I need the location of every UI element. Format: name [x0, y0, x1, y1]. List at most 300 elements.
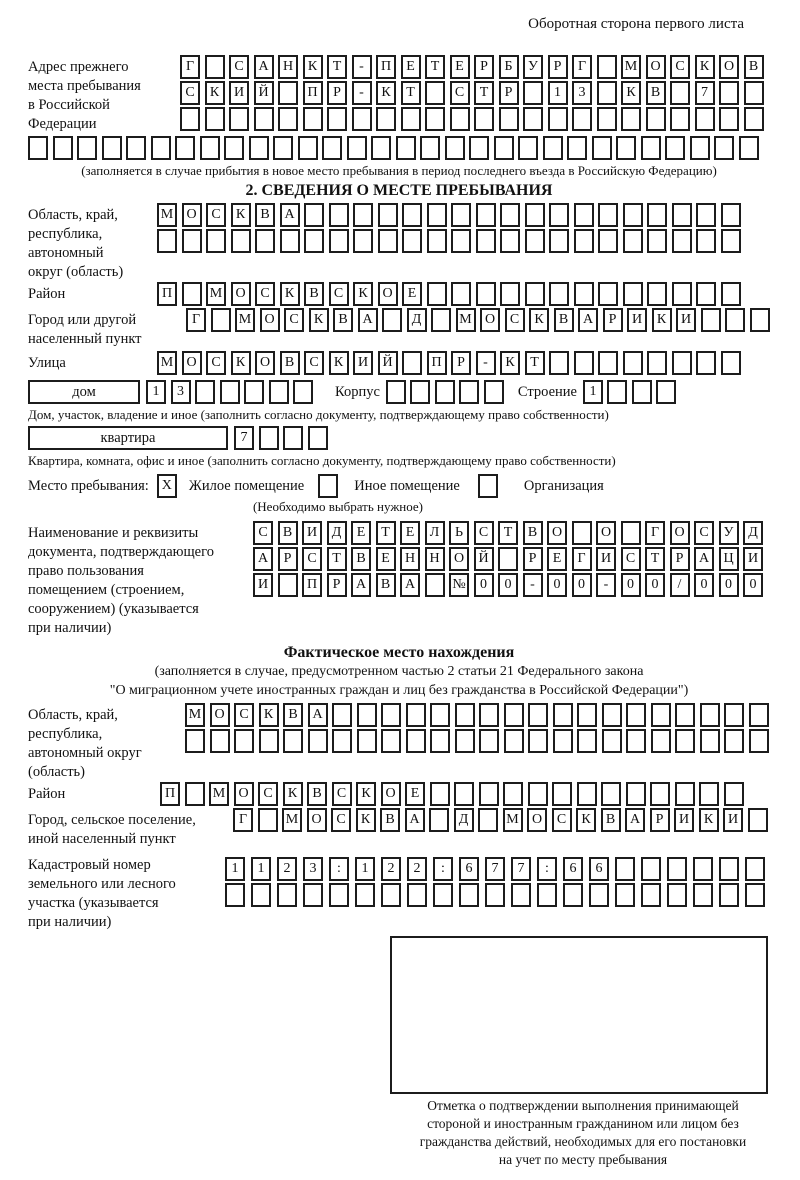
- char-box[interactable]: И: [676, 308, 696, 332]
- char-box[interactable]: [53, 136, 73, 160]
- char-box[interactable]: [430, 729, 450, 753]
- char-box[interactable]: К: [280, 282, 300, 306]
- char-box[interactable]: К: [283, 782, 303, 806]
- char-box[interactable]: [484, 380, 504, 404]
- char-box[interactable]: Р: [548, 55, 568, 79]
- char-box[interactable]: 6: [589, 857, 609, 881]
- char-box[interactable]: [552, 782, 572, 806]
- char-box[interactable]: Р: [499, 81, 519, 105]
- char-box[interactable]: О: [378, 282, 398, 306]
- char-box[interactable]: [739, 136, 759, 160]
- char-box[interactable]: 7: [485, 857, 505, 881]
- char-box[interactable]: [601, 782, 621, 806]
- char-box[interactable]: А: [694, 547, 714, 571]
- char-box[interactable]: [451, 282, 471, 306]
- char-box[interactable]: О: [210, 703, 230, 727]
- char-box[interactable]: [308, 426, 328, 450]
- char-box[interactable]: [651, 729, 671, 753]
- char-box[interactable]: [615, 883, 635, 907]
- char-box[interactable]: С: [304, 351, 324, 375]
- char-box[interactable]: Н: [278, 55, 298, 79]
- char-box[interactable]: О: [260, 308, 280, 332]
- char-box[interactable]: [278, 107, 298, 131]
- char-box[interactable]: С: [255, 282, 275, 306]
- char-box[interactable]: М: [209, 782, 229, 806]
- char-box[interactable]: [378, 203, 398, 227]
- char-box[interactable]: [672, 203, 692, 227]
- char-box[interactable]: [353, 203, 373, 227]
- char-box[interactable]: У: [719, 521, 739, 545]
- char-box[interactable]: :: [329, 857, 349, 881]
- char-box[interactable]: [459, 380, 479, 404]
- char-box[interactable]: [641, 136, 661, 160]
- char-box[interactable]: [425, 107, 445, 131]
- char-box[interactable]: С: [253, 521, 273, 545]
- char-box[interactable]: 6: [459, 857, 479, 881]
- char-box[interactable]: [303, 883, 323, 907]
- char-box[interactable]: Р: [474, 55, 494, 79]
- char-box[interactable]: [504, 703, 524, 727]
- char-box[interactable]: С: [670, 55, 690, 79]
- char-box[interactable]: А: [400, 573, 420, 597]
- char-box[interactable]: [623, 203, 643, 227]
- char-box[interactable]: П: [427, 351, 447, 375]
- char-box[interactable]: М: [235, 308, 255, 332]
- char-box[interactable]: О: [182, 351, 202, 375]
- char-box[interactable]: [273, 136, 293, 160]
- char-box[interactable]: [474, 107, 494, 131]
- char-box[interactable]: [675, 729, 695, 753]
- char-box[interactable]: М: [157, 203, 177, 227]
- char-box[interactable]: Й: [378, 351, 398, 375]
- char-box[interactable]: 2: [277, 857, 297, 881]
- char-box[interactable]: В: [283, 703, 303, 727]
- char-box[interactable]: [574, 229, 594, 253]
- char-box[interactable]: [329, 203, 349, 227]
- char-box[interactable]: [327, 107, 347, 131]
- char-box[interactable]: К: [652, 308, 672, 332]
- char-box[interactable]: [455, 703, 475, 727]
- char-box[interactable]: С: [206, 351, 226, 375]
- char-box[interactable]: Т: [327, 55, 347, 79]
- char-box[interactable]: [283, 426, 303, 450]
- char-box[interactable]: Н: [400, 547, 420, 571]
- char-box[interactable]: [425, 573, 445, 597]
- char-box[interactable]: [206, 229, 226, 253]
- char-box[interactable]: [352, 107, 372, 131]
- char-box[interactable]: [632, 380, 652, 404]
- char-box[interactable]: Д: [454, 808, 474, 832]
- char-box[interactable]: И: [596, 547, 616, 571]
- char-box[interactable]: [700, 703, 720, 727]
- char-box[interactable]: Л: [425, 521, 445, 545]
- char-box[interactable]: Ь: [449, 521, 469, 545]
- char-box[interactable]: [386, 380, 406, 404]
- char-box[interactable]: [721, 229, 741, 253]
- char-box[interactable]: [353, 229, 373, 253]
- char-box[interactable]: [249, 136, 269, 160]
- char-box[interactable]: 7: [695, 81, 715, 105]
- char-box[interactable]: М: [456, 308, 476, 332]
- char-box[interactable]: [251, 883, 271, 907]
- char-box[interactable]: И: [229, 81, 249, 105]
- char-box[interactable]: [459, 883, 479, 907]
- char-box[interactable]: К: [699, 808, 719, 832]
- char-box[interactable]: Т: [645, 547, 665, 571]
- char-box[interactable]: В: [351, 547, 371, 571]
- char-box[interactable]: О: [381, 782, 401, 806]
- char-box[interactable]: П: [376, 55, 396, 79]
- char-box[interactable]: [357, 729, 377, 753]
- char-box[interactable]: О: [596, 521, 616, 545]
- char-box[interactable]: А: [253, 547, 273, 571]
- char-box[interactable]: [647, 229, 667, 253]
- char-box[interactable]: В: [333, 308, 353, 332]
- char-box[interactable]: К: [500, 351, 520, 375]
- char-box[interactable]: [623, 229, 643, 253]
- char-box[interactable]: И: [674, 808, 694, 832]
- char-box[interactable]: [500, 203, 520, 227]
- char-box[interactable]: О: [480, 308, 500, 332]
- char-box[interactable]: [435, 380, 455, 404]
- char-box[interactable]: [528, 703, 548, 727]
- char-box[interactable]: С: [694, 521, 714, 545]
- char-box[interactable]: [675, 782, 695, 806]
- char-box[interactable]: Д: [327, 521, 347, 545]
- char-box[interactable]: С: [329, 282, 349, 306]
- char-box[interactable]: Г: [645, 521, 665, 545]
- char-box[interactable]: [401, 107, 421, 131]
- char-box[interactable]: Е: [400, 521, 420, 545]
- char-box[interactable]: [650, 782, 670, 806]
- char-box[interactable]: [278, 573, 298, 597]
- char-box[interactable]: К: [259, 703, 279, 727]
- char-box[interactable]: [651, 703, 671, 727]
- char-box[interactable]: К: [576, 808, 596, 832]
- char-box[interactable]: С: [302, 547, 322, 571]
- char-box[interactable]: [195, 380, 215, 404]
- char-box[interactable]: Р: [603, 308, 623, 332]
- stay-organization-checkbox[interactable]: [478, 474, 498, 498]
- char-box[interactable]: С: [229, 55, 249, 79]
- char-box[interactable]: К: [529, 308, 549, 332]
- char-box[interactable]: [670, 81, 690, 105]
- char-box[interactable]: [185, 782, 205, 806]
- char-box[interactable]: [647, 282, 667, 306]
- char-box[interactable]: [498, 547, 518, 571]
- char-box[interactable]: [592, 136, 612, 160]
- char-box[interactable]: [126, 136, 146, 160]
- char-box[interactable]: 1: [583, 380, 603, 404]
- char-box[interactable]: А: [578, 308, 598, 332]
- char-box[interactable]: [696, 203, 716, 227]
- char-box[interactable]: [667, 857, 687, 881]
- char-box[interactable]: М: [157, 351, 177, 375]
- char-box[interactable]: С: [505, 308, 525, 332]
- char-box[interactable]: П: [160, 782, 180, 806]
- char-box[interactable]: [503, 782, 523, 806]
- char-box[interactable]: 1: [146, 380, 166, 404]
- char-box[interactable]: 1: [225, 857, 245, 881]
- char-box[interactable]: [549, 203, 569, 227]
- char-box[interactable]: [433, 883, 453, 907]
- char-box[interactable]: Е: [450, 55, 470, 79]
- char-box[interactable]: [647, 203, 667, 227]
- char-box[interactable]: [303, 107, 323, 131]
- char-box[interactable]: И: [353, 351, 373, 375]
- char-box[interactable]: Т: [401, 81, 421, 105]
- stay-other-checkbox[interactable]: [318, 474, 338, 498]
- char-box[interactable]: [175, 136, 195, 160]
- char-box[interactable]: [598, 351, 618, 375]
- char-box[interactable]: [598, 282, 618, 306]
- char-box[interactable]: [745, 857, 765, 881]
- char-box[interactable]: [670, 107, 690, 131]
- char-box[interactable]: [719, 81, 739, 105]
- char-box[interactable]: [455, 729, 475, 753]
- char-box[interactable]: [525, 203, 545, 227]
- char-box[interactable]: К: [231, 203, 251, 227]
- char-box[interactable]: [598, 229, 618, 253]
- char-box[interactable]: М: [185, 703, 205, 727]
- char-box[interactable]: М: [282, 808, 302, 832]
- char-box[interactable]: [553, 703, 573, 727]
- char-box[interactable]: [407, 883, 427, 907]
- char-box[interactable]: [298, 136, 318, 160]
- char-box[interactable]: [572, 107, 592, 131]
- char-box[interactable]: [28, 136, 48, 160]
- char-box[interactable]: [543, 136, 563, 160]
- char-box[interactable]: С: [180, 81, 200, 105]
- char-box[interactable]: [304, 229, 324, 253]
- char-box[interactable]: Г: [572, 547, 592, 571]
- char-box[interactable]: [210, 729, 230, 753]
- char-box[interactable]: [665, 136, 685, 160]
- char-box[interactable]: Р: [670, 547, 690, 571]
- char-box[interactable]: 7: [511, 857, 531, 881]
- char-box[interactable]: Р: [327, 573, 347, 597]
- char-box[interactable]: [699, 782, 719, 806]
- char-box[interactable]: Г: [572, 55, 592, 79]
- char-box[interactable]: 0: [474, 573, 494, 597]
- char-box[interactable]: [427, 203, 447, 227]
- char-box[interactable]: 0: [743, 573, 763, 597]
- char-box[interactable]: -: [523, 573, 543, 597]
- char-box[interactable]: [381, 883, 401, 907]
- char-box[interactable]: К: [303, 55, 323, 79]
- char-box[interactable]: Й: [254, 81, 274, 105]
- char-box[interactable]: Г: [186, 308, 206, 332]
- char-box[interactable]: [589, 883, 609, 907]
- char-box[interactable]: [329, 883, 349, 907]
- char-box[interactable]: Р: [650, 808, 670, 832]
- char-box[interactable]: [511, 883, 531, 907]
- char-box[interactable]: [430, 703, 450, 727]
- char-box[interactable]: [280, 229, 300, 253]
- char-box[interactable]: 7: [234, 426, 254, 450]
- char-box[interactable]: [577, 703, 597, 727]
- char-box[interactable]: [641, 883, 661, 907]
- char-box[interactable]: [224, 136, 244, 160]
- char-box[interactable]: [347, 136, 367, 160]
- char-box[interactable]: [259, 729, 279, 753]
- char-box[interactable]: О: [182, 203, 202, 227]
- char-box[interactable]: [549, 282, 569, 306]
- char-box[interactable]: Е: [405, 782, 425, 806]
- char-box[interactable]: Т: [525, 351, 545, 375]
- char-box[interactable]: 3: [572, 81, 592, 105]
- char-box[interactable]: П: [303, 81, 323, 105]
- char-box[interactable]: [427, 229, 447, 253]
- char-box[interactable]: 0: [498, 573, 518, 597]
- char-box[interactable]: [381, 729, 401, 753]
- char-box[interactable]: [200, 136, 220, 160]
- char-box[interactable]: [724, 782, 744, 806]
- char-box[interactable]: Р: [278, 547, 298, 571]
- char-box[interactable]: Ц: [719, 547, 739, 571]
- char-box[interactable]: [537, 883, 557, 907]
- char-box[interactable]: [445, 136, 465, 160]
- char-box[interactable]: В: [601, 808, 621, 832]
- char-box[interactable]: 2: [381, 857, 401, 881]
- char-box[interactable]: [602, 703, 622, 727]
- char-box[interactable]: С: [332, 782, 352, 806]
- char-box[interactable]: [567, 136, 587, 160]
- char-box[interactable]: [626, 782, 646, 806]
- char-box[interactable]: [402, 351, 422, 375]
- char-box[interactable]: [574, 282, 594, 306]
- char-box[interactable]: [255, 229, 275, 253]
- char-box[interactable]: О: [719, 55, 739, 79]
- char-box[interactable]: [494, 136, 514, 160]
- char-box[interactable]: [229, 107, 249, 131]
- char-box[interactable]: /: [670, 573, 690, 597]
- char-box[interactable]: [597, 55, 617, 79]
- char-box[interactable]: [357, 703, 377, 727]
- char-box[interactable]: К: [356, 808, 376, 832]
- char-box[interactable]: [378, 229, 398, 253]
- char-box[interactable]: [749, 729, 769, 753]
- char-box[interactable]: И: [627, 308, 647, 332]
- char-box[interactable]: С: [552, 808, 572, 832]
- char-box[interactable]: [696, 229, 716, 253]
- char-box[interactable]: [450, 107, 470, 131]
- char-box[interactable]: [500, 282, 520, 306]
- char-box[interactable]: [406, 729, 426, 753]
- char-box[interactable]: Т: [498, 521, 518, 545]
- char-box[interactable]: В: [554, 308, 574, 332]
- char-box[interactable]: [621, 107, 641, 131]
- char-box[interactable]: М: [206, 282, 226, 306]
- char-box[interactable]: О: [527, 808, 547, 832]
- char-box[interactable]: [431, 308, 451, 332]
- char-box[interactable]: А: [280, 203, 300, 227]
- char-box[interactable]: [254, 107, 274, 131]
- char-box[interactable]: [329, 229, 349, 253]
- char-box[interactable]: С: [258, 782, 278, 806]
- char-box[interactable]: А: [405, 808, 425, 832]
- char-box[interactable]: 3: [303, 857, 323, 881]
- char-box[interactable]: [211, 308, 231, 332]
- char-box[interactable]: [724, 729, 744, 753]
- char-box[interactable]: [396, 136, 416, 160]
- char-box[interactable]: Г: [180, 55, 200, 79]
- char-box[interactable]: Т: [376, 521, 396, 545]
- char-box[interactable]: [518, 136, 538, 160]
- char-box[interactable]: -: [596, 573, 616, 597]
- char-box[interactable]: [332, 729, 352, 753]
- char-box[interactable]: С: [450, 81, 470, 105]
- char-box[interactable]: [597, 81, 617, 105]
- char-box[interactable]: [451, 229, 471, 253]
- char-box[interactable]: 2: [407, 857, 427, 881]
- char-box[interactable]: [476, 282, 496, 306]
- char-box[interactable]: [646, 107, 666, 131]
- char-box[interactable]: [322, 136, 342, 160]
- char-box[interactable]: В: [744, 55, 764, 79]
- char-box[interactable]: М: [503, 808, 523, 832]
- char-box[interactable]: [563, 883, 583, 907]
- char-box[interactable]: [553, 729, 573, 753]
- char-box[interactable]: [719, 107, 739, 131]
- char-box[interactable]: [745, 883, 765, 907]
- char-box[interactable]: Е: [547, 547, 567, 571]
- char-box[interactable]: [672, 282, 692, 306]
- char-box[interactable]: [721, 282, 741, 306]
- char-box[interactable]: О: [255, 351, 275, 375]
- char-box[interactable]: В: [307, 782, 327, 806]
- char-box[interactable]: О: [646, 55, 666, 79]
- char-box[interactable]: [672, 351, 692, 375]
- char-box[interactable]: [525, 229, 545, 253]
- char-box[interactable]: Р: [327, 81, 347, 105]
- char-box[interactable]: -: [352, 81, 372, 105]
- char-box[interactable]: 1: [548, 81, 568, 105]
- char-box[interactable]: [724, 703, 744, 727]
- char-box[interactable]: [721, 203, 741, 227]
- char-box[interactable]: К: [356, 782, 376, 806]
- char-box[interactable]: [476, 229, 496, 253]
- char-box[interactable]: [429, 808, 449, 832]
- char-box[interactable]: [749, 703, 769, 727]
- char-box[interactable]: [469, 136, 489, 160]
- stay-residential-checkbox[interactable]: X: [157, 474, 177, 498]
- char-box[interactable]: [485, 883, 505, 907]
- char-box[interactable]: [259, 426, 279, 450]
- char-box[interactable]: Р: [523, 547, 543, 571]
- char-box[interactable]: [382, 308, 402, 332]
- char-box[interactable]: П: [302, 573, 322, 597]
- char-box[interactable]: [714, 136, 734, 160]
- char-box[interactable]: А: [358, 308, 378, 332]
- char-box[interactable]: Б: [499, 55, 519, 79]
- char-box[interactable]: [700, 729, 720, 753]
- char-box[interactable]: Р: [451, 351, 471, 375]
- char-box[interactable]: [425, 81, 445, 105]
- char-box[interactable]: О: [449, 547, 469, 571]
- char-box[interactable]: 6: [563, 857, 583, 881]
- char-box[interactable]: [701, 308, 721, 332]
- char-box[interactable]: [478, 808, 498, 832]
- char-box[interactable]: [721, 351, 741, 375]
- char-box[interactable]: Т: [425, 55, 445, 79]
- char-box[interactable]: [675, 703, 695, 727]
- char-box[interactable]: [641, 857, 661, 881]
- char-box[interactable]: [696, 282, 716, 306]
- char-box[interactable]: 0: [621, 573, 641, 597]
- char-box[interactable]: [220, 380, 240, 404]
- char-box[interactable]: [672, 229, 692, 253]
